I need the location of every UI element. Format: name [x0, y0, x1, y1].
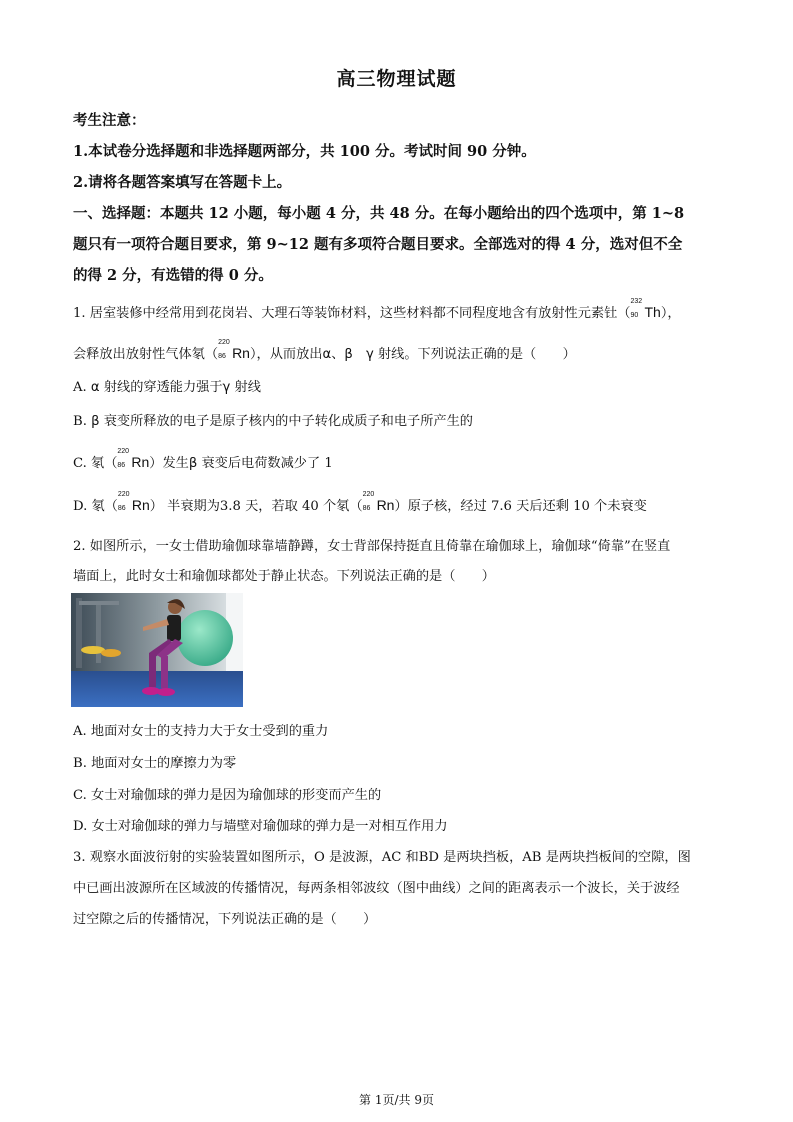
q2-option-c: C. 女士对瑜伽球的弹力是因为瑜伽球的形变而产生的: [73, 788, 382, 803]
q1-stem-a: 1. 居室装修中经常用到花岗岩、大理石等装饰材料，这些材料都不同程度地含有放射性元素钍（: [73, 306, 631, 321]
q2-stem-line-1: 2. 如图所示，一女士借助瑜伽球靠墙静蹲，女士背部保持挺直且倚靠在瑜伽球上，瑜伽球“倚靠”在竖直: [73, 539, 671, 554]
q3-stem-line-3: 过空隙之后的传播情况，下列说法正确的是（ ）: [73, 912, 377, 927]
section-instructions-line-1: 一、选择题：本题共 12 小题，每小题 4 分，共 48 分。在每小题给出的四个选项中，第 1~8: [73, 205, 685, 222]
page-title: 高三物理试题: [336, 68, 457, 90]
q1-stem-b: ），: [660, 306, 681, 321]
radon-nuclide: 220 86 Rn: [117, 448, 150, 470]
radon-nuclide: [218, 339, 250, 361]
radon-nuclide: 220 86 Rn: [117, 491, 150, 513]
yoga-ball-photo: [71, 593, 243, 707]
section-instructions-line-2: 题只有一项符合题目要求，第 9~12 题有多项符合题目要求。全部选对的得 4 分，选对但不全: [73, 236, 683, 253]
q2-option-a: A. 地面对女士的支持力大于女士受到的重力: [73, 724, 329, 739]
q1-rays: α、β γ: [322, 347, 374, 362]
q1-option-c: C. 氡（ 220 86 Rn）发生β 衰变后电荷数减少了 1: [73, 448, 333, 471]
q1-option-d: D. 氡（ 220 86 Rn） 半衰期为3.8 天，若取 40 个氡（ 220 86 Rn）原子核，经过 7.6 天后还剩 10 个未衰变: [73, 491, 647, 514]
q2-stem-line-2: 墙面上，此时女士和瑜伽球都处于静止状态。下列说法正确的是（ ）: [73, 569, 495, 584]
q3-stem-line-2: 中已画出波源所在区域波的传播情况，每两条相邻波纹（图中曲线）之间的距离表示一个波长，关于波经: [73, 881, 680, 896]
notice-item-2: 2.请将各题答案填写在答题卡上。: [73, 174, 292, 191]
radon-nuclide: 220 86 Rn: [362, 491, 395, 513]
notice-item-1: 1.本试卷分选择题和非选择题两部分，共 100 分。考试时间 90 分钟。: [73, 143, 536, 160]
q3-stem-line-1: 3. 观察水面波衍射的实验装置如图所示，O 是波源，AC 和BD 是两块挡板，AB 是两块挡板间的空隙，图: [73, 850, 691, 865]
notice-heading: 考生注意：: [73, 112, 146, 129]
q1-option-a: A. α 射线的穿透能力强于γ 射线: [73, 380, 261, 395]
rn-symbol: Rn: [232, 345, 250, 361]
thorium-nuclide: [630, 298, 661, 320]
th-symbol: Th: [644, 304, 661, 320]
rn-mass-number: 220: [218, 339, 230, 346]
q1-stem-line-2: [73, 339, 576, 362]
q2-option-d: D. 女士对瑜伽球的弹力与墙壁对瑜伽球的弹力是一对相互作用力: [73, 819, 448, 834]
th-atomic-number: 90: [630, 312, 639, 319]
q1-stem-e: 射线。下列说法正确的是（ ）: [373, 347, 576, 362]
rn-atomic-number: 86: [218, 353, 226, 360]
photo-illustration: [71, 593, 243, 707]
page-footer: 第 1页/共 9页: [359, 1093, 434, 1107]
q1-stem-c: 会释放出放射性气体氡（: [73, 347, 219, 362]
q1-stem-d: ），从而放出: [249, 347, 323, 362]
q1-option-b: B. β 衰变所释放的电子是原子核内的中子转化成质子和电子所产生的: [73, 414, 473, 429]
th-mass-number: 232: [630, 298, 643, 305]
q2-option-b: B. 地面对女士的摩擦力为零: [73, 756, 237, 771]
q1-stem-line-1: [73, 298, 681, 321]
section-instructions-line-3: 的得 2 分，有选错的得 0 分。: [73, 267, 273, 284]
